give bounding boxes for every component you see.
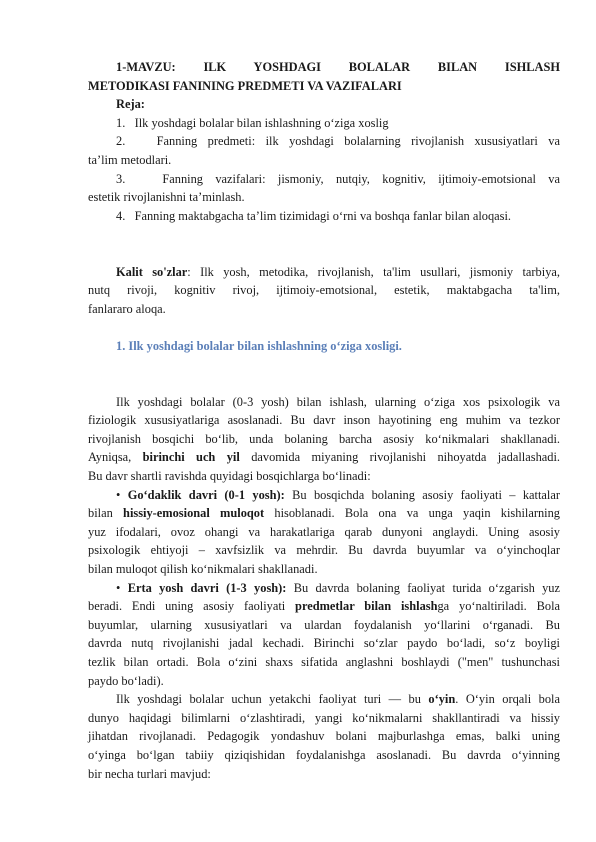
p3-line-4: davrda nutq rivojlanishi jadal kechadi. Birinchi so‘zlar paydo bo‘ladi, so‘z boyligi [88,636,560,651]
p1-line-5: Bu davr shartli ravishda quyidagi bosqichlarga bo‘linadi: [88,469,371,484]
paragraph-intro [88,393,560,486]
p1-line-2: fiziologik xususiyatlariga asoslanadi. Bu davr inson hayotining eng muhim va tezkor [88,413,560,428]
paragraph-play [88,690,560,783]
document-title-line-1: 1-MAVZU: ILK YOSHDAGI BOLALAR BILAN ISHLASH [116,60,560,74]
p2-line-4: psixologik ehtiyoji – xavfsizlik va mehrdir. Bu davrda buyumlar va o‘yinchoqlar [88,543,560,558]
paragraph-early-age [88,579,560,691]
p1-line-3: rivojlanish bosqichi bo‘lib, unda bolaning barcha asosiy ko‘nikmalari shakllanadi. [88,431,560,446]
p1-line-1: Ilk yoshdagi bolalar (0-3 yosh) bilan ishlash, ularning o‘ziga xos psixologik va [116,394,560,409]
p2-line-3: yuz ifodalari, ovoz ohangi va harakatlariga qarab dunyoni anglaydi. Uning asosiy [88,524,560,539]
p1-line-4: Ayniqsa, birinchi uch yil davomida miyaning rivojlanishi nihoyatda jadallashadi. [88,450,561,465]
plan-item-3-cont: estetik rivojlanishni ta’minlash. [88,190,245,205]
p2-line-1: • Go‘daklik davri (0-1 yosh): Bu bosqichda bolaning asosiy faoliyati – kattalar [116,487,560,502]
p4-line-1: Ilk yoshdagi bolalar uchun yetakchi faoliyat turi — bu o‘yin. O‘yin orqali bola [116,692,560,707]
document-title-line-2: METODIKASI FANINING PREDMETI VA VAZIFALARI [88,78,402,93]
section-1-heading: 1. Ilk yoshdagi bolalar bilan ishlashning o‘ziga xosligi. [116,338,402,353]
paragraph-infancy [88,486,560,579]
keywords-line-1: Kalit so'zlar: Ilk yosh, metodika, rivojlanish, ta'lim usullari, jismoniy tarbiya, [116,264,560,279]
keywords-line-3: fanlararo aloqa. [88,301,166,316]
p2-line-5: bilan muloqot qilish ko‘nikmalari shakllanadi. [88,562,318,577]
keywords-line-2: nutq rivoji, kognitiv rivoj, ijtimoiy-emotsional, estetik, maktabgacha ta'lim, [88,283,560,298]
p3-line-5: tezlik bilan ortadi. Bola o‘zini shaxs sifatida anglashni boshlaydi ("men" tushunchasi [88,655,560,669]
p3-line-2: beradi. Endi uning asosiy faoliyati predmetlar bilan ishlashga yo‘naltiriladi. Bola [88,599,561,614]
plan-item-2-cont: ta’lim metodlari. [88,152,172,167]
p4-line-5: bir necha turlari mavjud: [88,766,211,781]
p3-line-3: buyumlar, ularning xususiyatlari va ulardan foydalanish yo‘llarini o‘rganadi. Bu [88,617,560,632]
p4-line-3: jihatdan rivojlanadi. Pedagogik yondashuv bolani majburlashga emas, balki uning [88,729,560,744]
document-page [88,58,560,783]
plan-item-2: 2. Fanning predmeti: ilk yoshdagi bolalarning rivojlanish xususiyatlari va [116,134,561,149]
p2-line-2: bilan hissiy-emosional muloqot hisoblanadi. Bola ona va unga yaqin kishilarning [88,506,560,521]
plan-label: Reja: [116,97,145,112]
keywords-paragraph [88,263,560,319]
bullet-icon: • [116,487,121,502]
p3-line-6: paydo bo‘ladi). [88,673,164,688]
keywords-label: Kalit so'zlar [116,264,188,279]
p3-line-1: • Erta yosh davri (1-3 yosh): Bu davrda bolaning faoliyat turida o‘zgarish yuz [116,580,560,595]
p4-line-2: dunyo haqidagi bilimlarni o‘zlashtiradi, yangi ko‘nikmalarni shakllantiradi va hissiy [88,710,560,725]
plan-item-3: 3. Fanning vazifalari: jismoniy, nutqiy, kognitiv, ijtimoiy-emotsional va [116,171,560,186]
bullet-icon: • [116,580,121,595]
plan-list [88,114,560,226]
plan-item-4: 4. Fanning maktabgacha ta’lim tizimidagi o‘rni va boshqa fanlar bilan aloqasi. [116,208,512,223]
plan-item-1: 1. Ilk yoshdagi bolalar bilan ishlashning o‘ziga xoslig [116,115,389,130]
p4-line-4: o‘yinga bo‘lgan tabiiy qiziqishidan foydalanishga asoslanadi. Bu davrda o‘yinning [88,747,560,762]
